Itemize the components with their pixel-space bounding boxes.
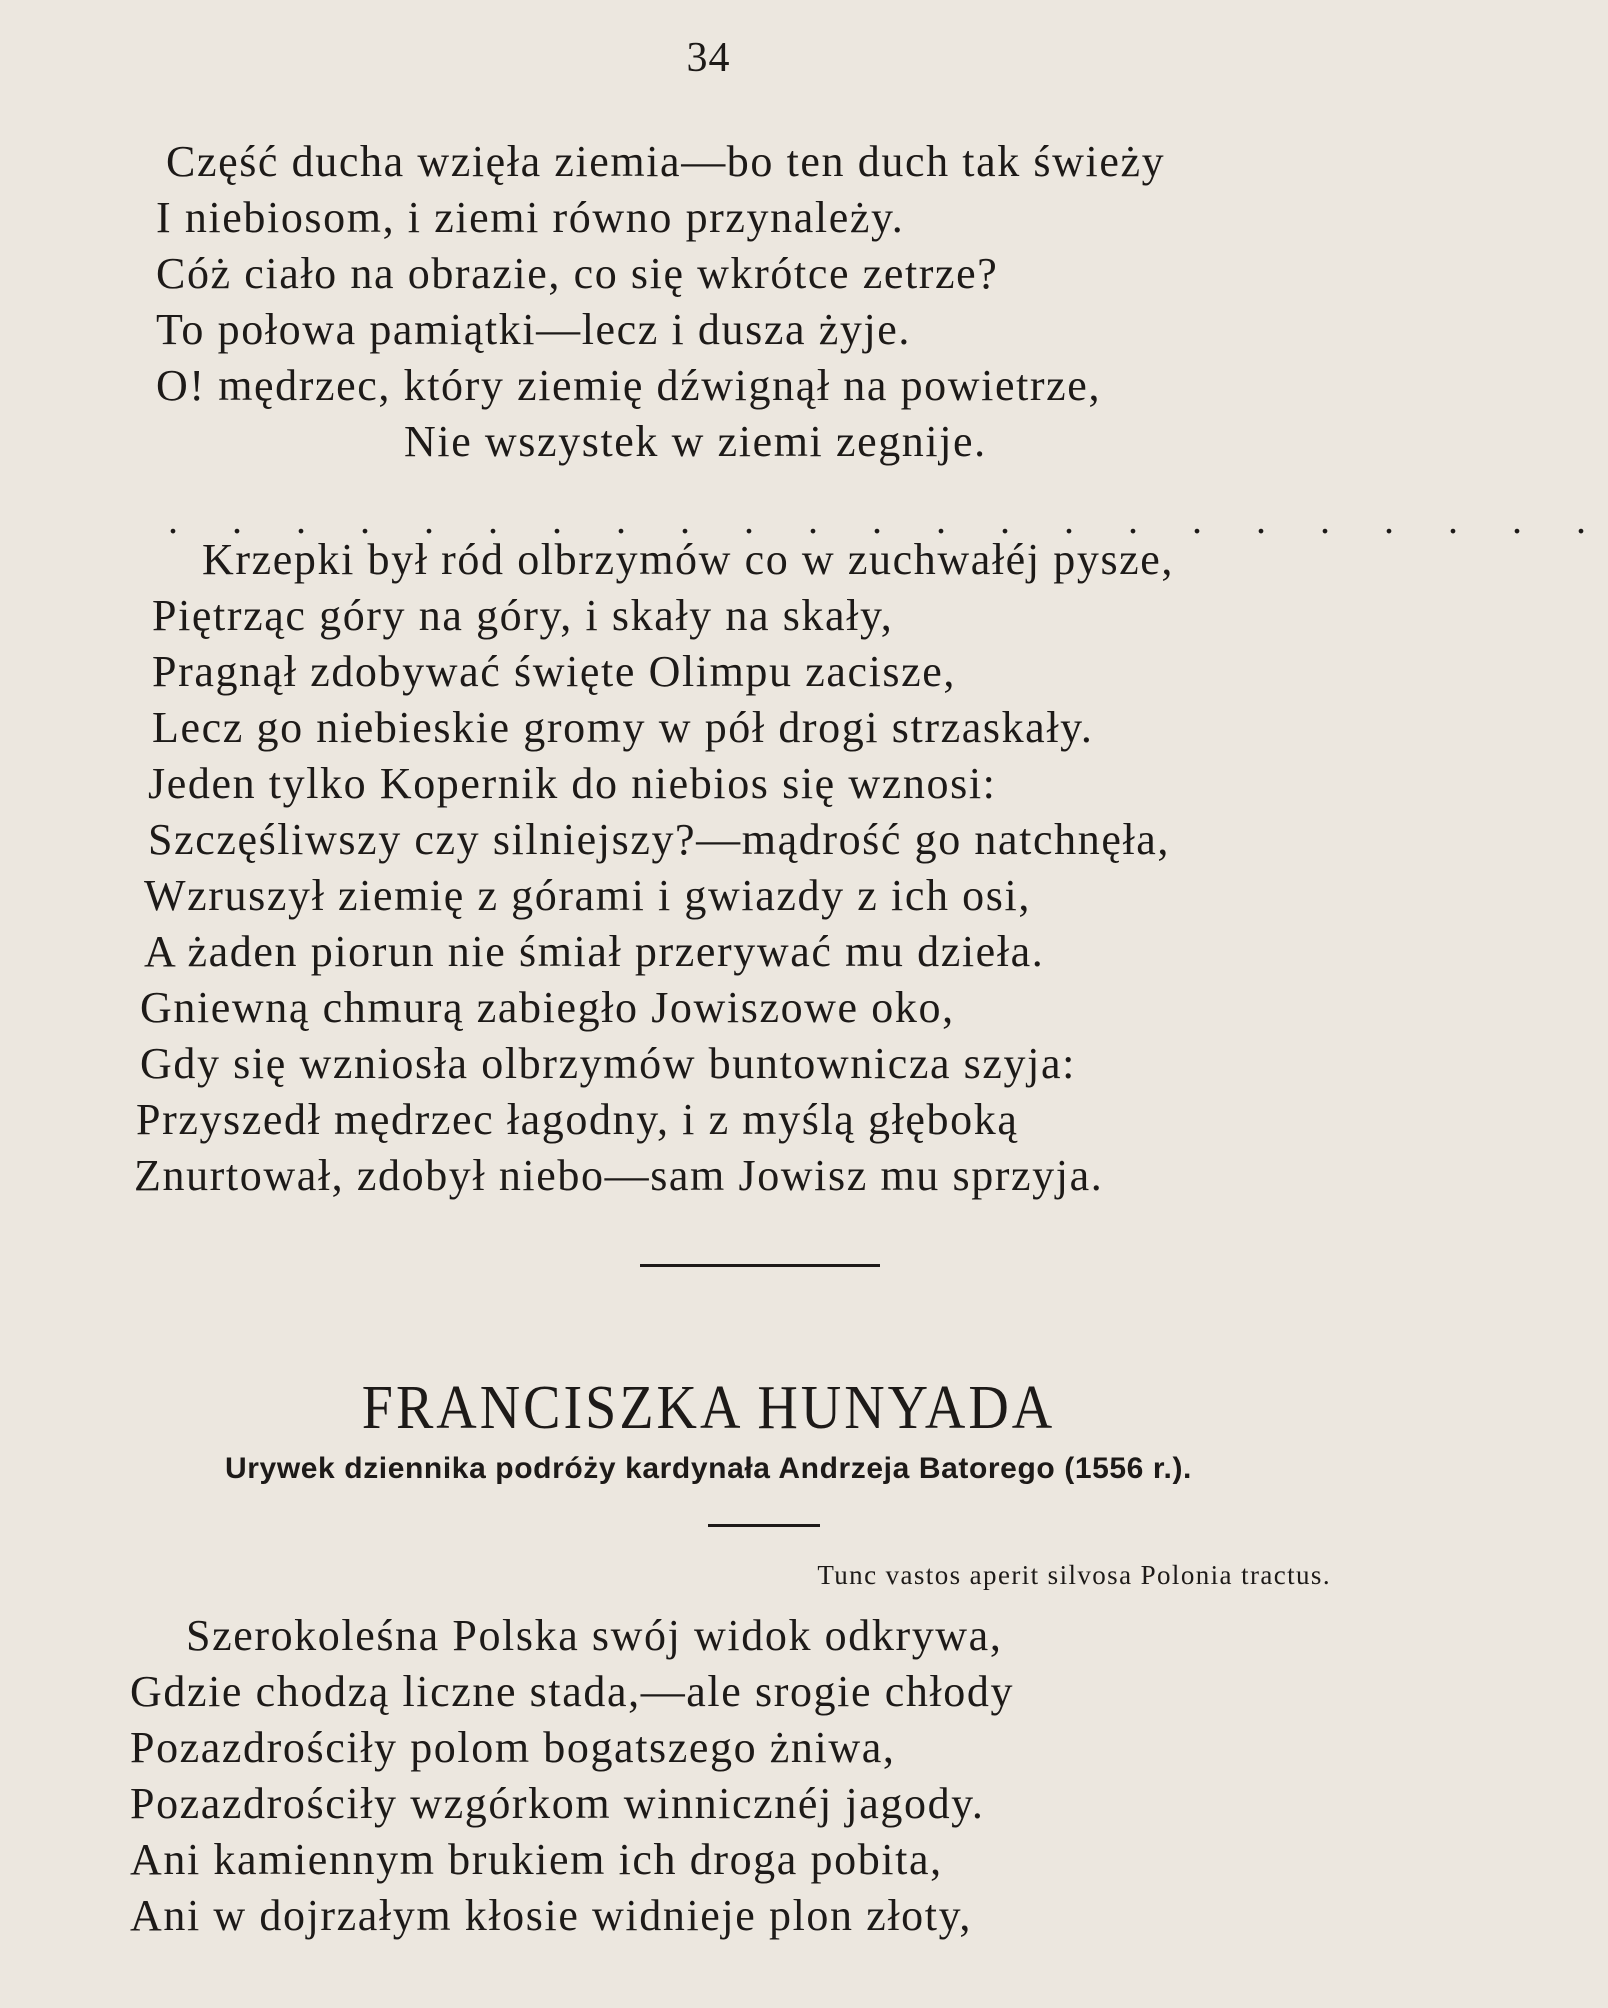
verse-line: Wzruszył ziemię z górami i gwiazdy z ich osi, bbox=[144, 871, 1031, 920]
verse-line: Pozazdrościły wzgórkom winnicznéj jagody. bbox=[130, 1779, 985, 1828]
verse-line: Gdy się wzniosła olbrzymów buntownicza szyja: bbox=[140, 1039, 1076, 1088]
verse-line: Szerokoleśna Polska swój widok odkrywa, bbox=[186, 1611, 1003, 1660]
verse-line: Krzepki był ród olbrzymów co w zuchwałéj pysze, bbox=[202, 535, 1175, 584]
verse-line: Ani w dojrzałym kłosie widnieje plon złoty, bbox=[130, 1891, 972, 1940]
verse-line: A żaden piorun nie śmiał przerywać mu dzieła. bbox=[144, 927, 1045, 976]
verse-line: Pragnął zdobywać święte Olimpu zacisze, bbox=[152, 647, 957, 696]
verse-line: Ani kamiennym brukiem ich droga pobita, bbox=[130, 1835, 943, 1884]
section-divider bbox=[640, 1264, 880, 1267]
verse-line: Jeden tylko Kopernik do niebios się wznosi: bbox=[148, 759, 997, 808]
verse-line: Znurtował, zdobył niebo—sam Jowisz mu sprzyja. bbox=[134, 1151, 1104, 1200]
subtitle-divider bbox=[708, 1524, 820, 1527]
verse-line: Gniewną chmurą zabiegło Jowiszowe oko, bbox=[140, 983, 955, 1032]
verse-line: Nie wszystek w ziemi zegnije. bbox=[404, 417, 987, 466]
verse-line: Przyszedł mędrzec łagodny, i z myślą głęboką bbox=[136, 1095, 1019, 1144]
epigraph: Tunc vastos aperit silvosa Polonia tractus. bbox=[817, 1560, 1331, 1590]
verse-line: I niebiosom, i ziemi równo przynależy. bbox=[156, 193, 905, 242]
verse-line: Piętrząc góry na góry, i skały na skały, bbox=[152, 591, 894, 640]
page-number: 34 bbox=[686, 35, 731, 81]
section-title: FRANCISZKA HUNYADA bbox=[361, 1373, 1056, 1443]
verse-line: Szczęśliwszy czy silniejszy?—mądrość go natchnęła, bbox=[148, 815, 1171, 864]
verse-line: Lecz go niebieskie gromy w pół drogi strzaskały. bbox=[152, 703, 1094, 752]
verse-line: Część ducha wzięła ziemia—bo ten duch tak świeży bbox=[166, 137, 1166, 186]
section-subtitle: Urywek dziennika podróży kardynała Andrzeja Batorego (1556 r.). bbox=[225, 1452, 1192, 1485]
verse-line: Pozazdrościły polom bogatszego żniwa, bbox=[130, 1723, 896, 1772]
verse-line: Cóż ciało na obrazie, co się wkrótce zetrze? bbox=[156, 249, 999, 298]
verse-line: O! mędrzec, który ziemię dźwignął na powietrze, bbox=[156, 361, 1102, 410]
stanza-separator: . . . . . . . . . . . . . . . . . . . . . . . bbox=[168, 497, 1608, 542]
verse-line: To połowa pamiątki—lecz i dusza żyje. bbox=[156, 305, 911, 354]
verse-line: Gdzie chodzą liczne stada,—ale srogie chłody bbox=[130, 1667, 1015, 1716]
